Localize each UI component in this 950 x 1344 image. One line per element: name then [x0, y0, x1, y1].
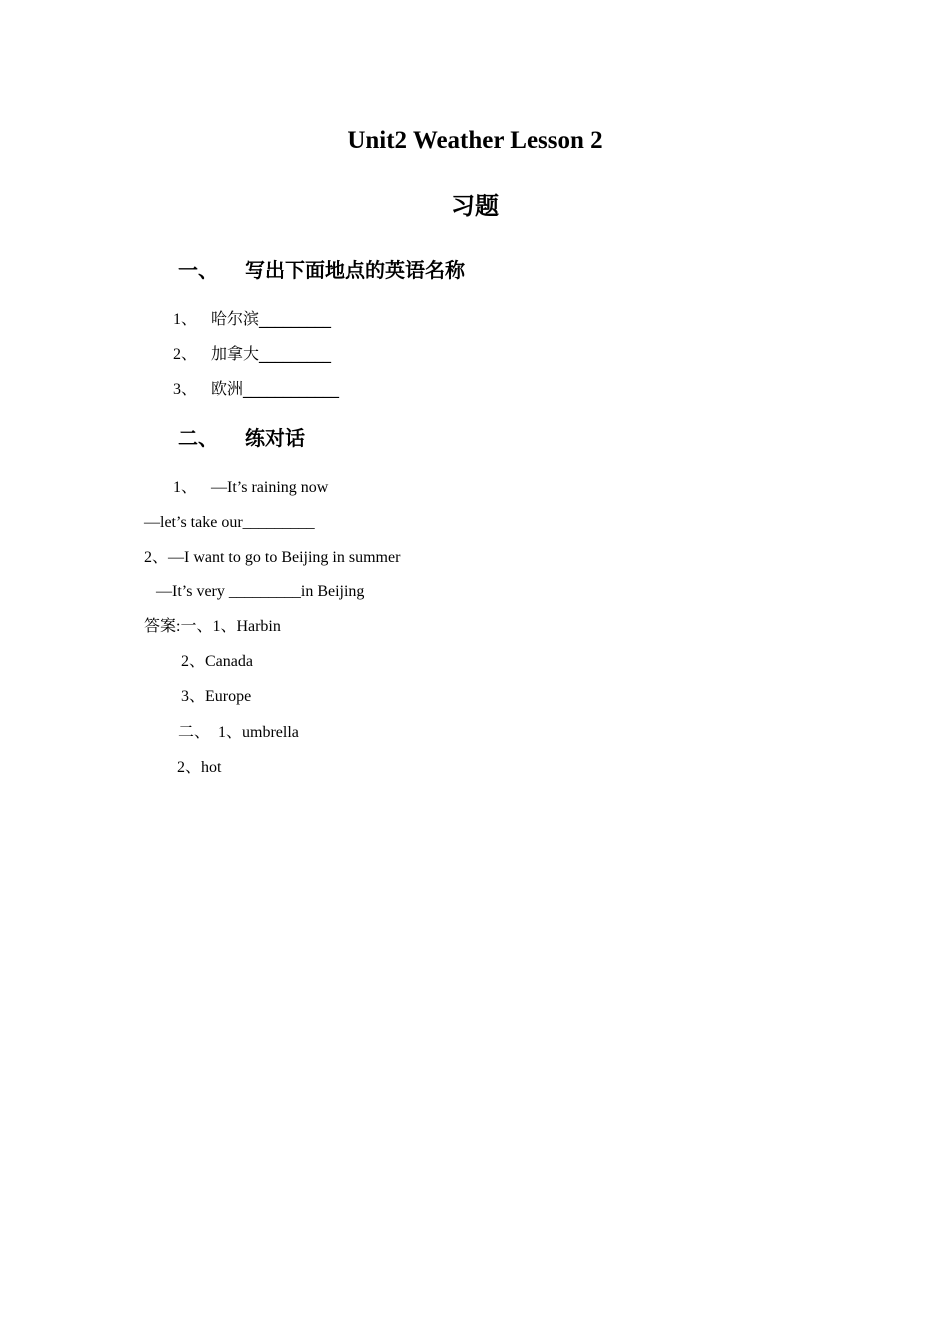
list-item	[173, 381, 339, 398]
answer-line: 答案:一、1、Harbin	[144, 618, 281, 635]
dialogue-line: 2、—I want to go to Beijing in summer	[144, 549, 401, 566]
item-text: 哈尔滨_________	[211, 309, 332, 328]
dialogue-line	[173, 480, 328, 496]
dialogue-line: —It’s very _________in Beijing	[156, 583, 365, 600]
answer-line: 2、Canada	[181, 653, 253, 670]
document-subtitle: 习题	[451, 192, 499, 220]
item-number: 2、	[173, 346, 198, 363]
section-1-heading	[178, 260, 465, 280]
list-item	[173, 311, 331, 328]
section-2-title: 练对话	[245, 426, 305, 450]
item-number: 1、	[173, 311, 198, 328]
section-1-number: 一、	[178, 258, 218, 282]
answer-line: 2、hot	[177, 759, 222, 776]
dialogue-line: —let’s take our_________	[144, 514, 315, 531]
item-text: 欧洲____________	[211, 379, 340, 398]
section-1-title: 写出下面地点的英语名称	[245, 258, 465, 282]
item-text: 加拿大_________	[211, 344, 332, 363]
section-2-number: 二、	[178, 426, 218, 450]
item-number: 1、	[173, 479, 198, 496]
list-item	[173, 346, 331, 363]
answer-line: 3、Europe	[181, 688, 252, 705]
item-number: 3、	[173, 381, 198, 398]
section-2-heading	[178, 428, 305, 448]
document-title: Unit2 Weather Lesson 2	[347, 127, 603, 154]
answer-line: 二、 1、umbrella	[178, 724, 299, 741]
dialogue-text: —It’s raining now	[211, 479, 329, 496]
